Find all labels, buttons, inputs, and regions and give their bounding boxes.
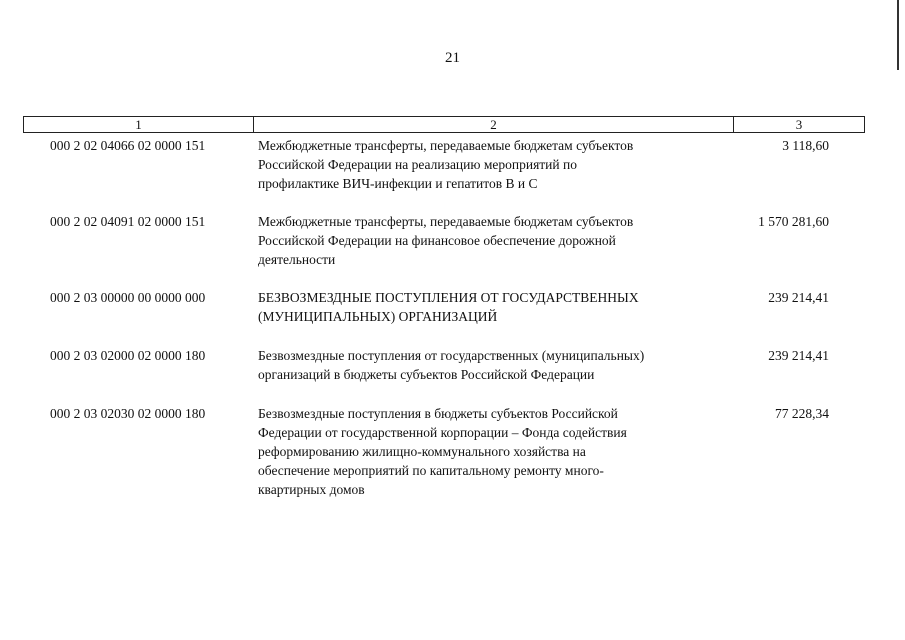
page-number: 21 (445, 50, 460, 66)
row-amount: 1 570 281,60 (758, 214, 829, 229)
row-amount: 239 214,41 (768, 348, 829, 363)
row-code: 000 2 03 02030 02 0000 180 (50, 406, 206, 421)
column-header-3: 3 (795, 117, 803, 132)
description-line: Безвозмездные поступления от государственных (муниципальных) (258, 348, 645, 363)
row-amount: 3 118,60 (782, 138, 829, 153)
row-amount: 77 228,34 (775, 406, 829, 421)
column-header-1: 1 (24, 117, 254, 132)
row-description (258, 346, 713, 384)
row-code: 000 2 03 00000 00 0000 000 (50, 290, 206, 305)
description-line: профилактике ВИЧ-инфекции и гепатитов В и С (258, 176, 538, 191)
row-code: 000 2 03 02000 02 0000 180 (50, 348, 206, 363)
row-description (258, 288, 713, 326)
description-line: Межбюджетные трансферты, передаваемые бюджетам субъектов (258, 214, 634, 229)
description-line: Федерации от государственной корпорации – Фонда содействия (258, 425, 627, 440)
table-header (23, 116, 865, 133)
description-line: организаций в бюджеты субъектов Российской Федерации (258, 367, 595, 382)
description-line: квартирных домов (258, 482, 365, 497)
row-description (258, 404, 713, 499)
row-description (258, 212, 713, 269)
description-line: Российской Федерации на реализацию мероприятий по (258, 157, 577, 172)
column-header-2: 2 (254, 117, 734, 132)
description-line: БЕЗВОЗМЕЗДНЫЕ ПОСТУПЛЕНИЯ ОТ ГОСУДАРСТВЕННЫХ (258, 290, 639, 305)
description-line: (МУНИЦИПАЛЬНЫХ) ОРГАНИЗАЦИЙ (258, 309, 498, 324)
row-code: 000 2 02 04066 02 0000 151 (50, 138, 206, 153)
row-description (258, 136, 713, 193)
description-line: деятельности (258, 252, 336, 267)
description-line: Межбюджетные трансферты, передаваемые бюджетам субъектов (258, 138, 634, 153)
row-code: 000 2 02 04091 02 0000 151 (50, 214, 206, 229)
description-line: Безвозмездные поступления в бюджеты субъектов Российской (258, 406, 618, 421)
description-line: реформированию жилищно-коммунального хозяйства на (258, 444, 586, 459)
description-line: Российской Федерации на финансовое обеспечение дорожной (258, 233, 616, 248)
description-line: обеспечение мероприятий по капитальному ремонту много- (258, 463, 604, 478)
row-amount: 239 214,41 (768, 290, 829, 305)
